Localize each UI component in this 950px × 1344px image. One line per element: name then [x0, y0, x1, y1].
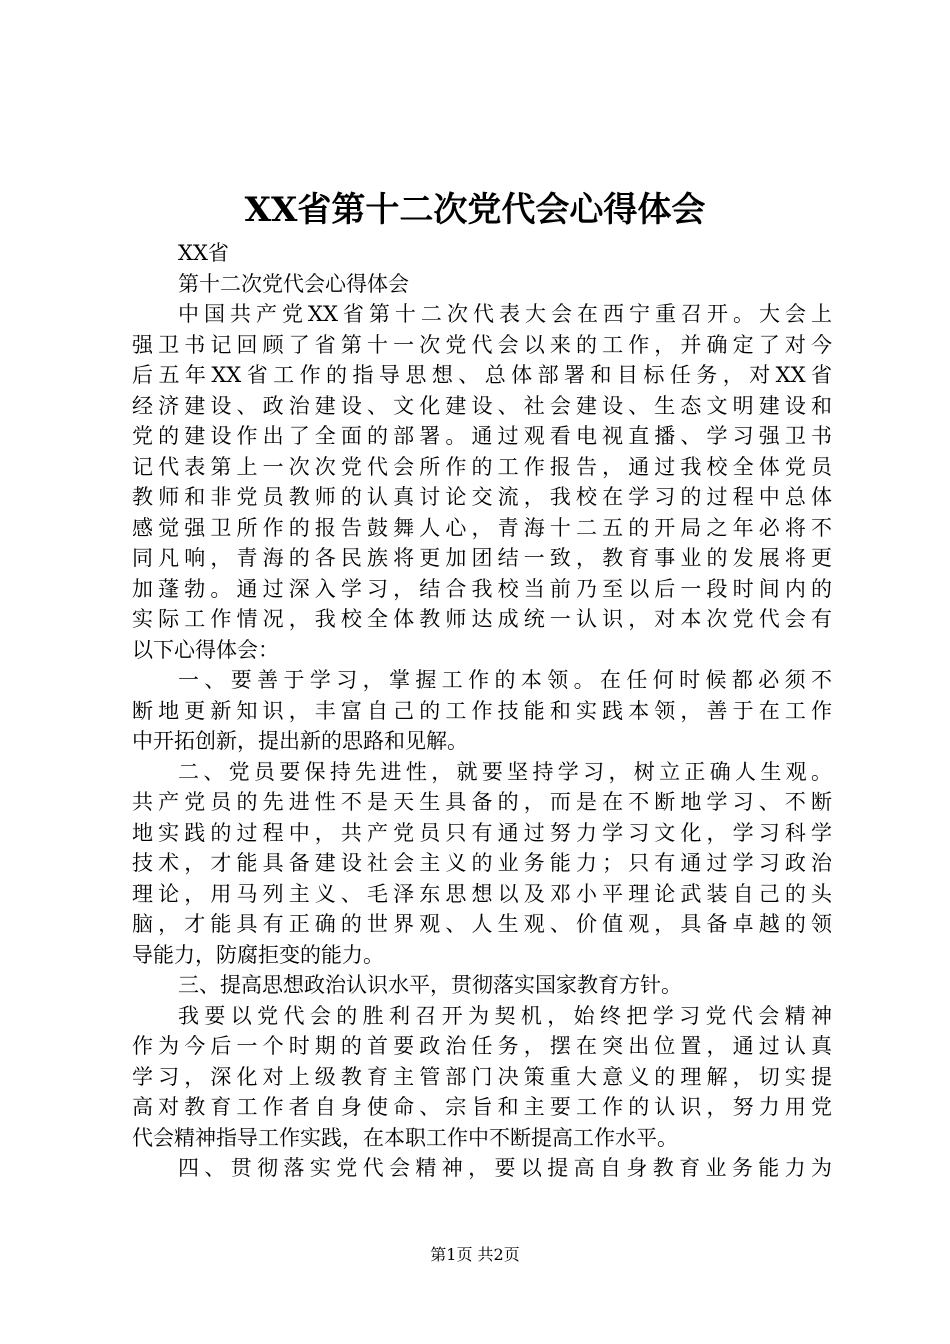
text-line: 导能力，防腐拒变的能力。: [132, 942, 384, 967]
text-line: 实际工作情况，我校全体教师达成统一认识，对本次党代会有: [132, 607, 832, 631]
text-line: 四、贯彻落实党代会精神，要以提高自身教育业务能力为: [178, 1156, 832, 1180]
text-line: 共产党员的先进性不是天生具备的，而是在不断地学习、不断: [132, 790, 832, 814]
text-line: 学习，深化对上级教育主管部门决策重大意义的理解，切实提: [132, 1064, 832, 1089]
text-line: XX省: [178, 241, 229, 265]
text-line: 断地更新知识，丰富自己的工作技能和实践本领，善于在工作: [132, 698, 832, 723]
text-line: 理论，用马列主义、毛泽东思想以及邓小平理论武装自己的头: [132, 881, 832, 906]
document-body: [132, 238, 832, 1184]
text-line: 同凡响，青海的各民族将更加团结一致，教育事业的发展将更: [132, 546, 832, 570]
text-line: 我要以党代会的胜利召开为契机，始终把学习党代会精神: [178, 1003, 832, 1028]
text-line: 以下心得体会：: [132, 637, 279, 662]
text-line: 经济建设、政治建设、文化建设、社会建设、生态文明建设和: [132, 393, 832, 418]
text-line: 后五年XX省工作的指导思想、总体部署和目标任务，对XX省: [132, 363, 832, 387]
text-line: 教师和非党员教师的认真讨论交流，我校在学习的过程中总体: [132, 485, 832, 509]
text-line: 一、要善于学习，掌握工作的本领。在任何时候都必须不: [178, 668, 832, 692]
text-line: 加蓬勃。通过深入学习，结合我校当前乃至以后一段时间内的: [132, 576, 832, 601]
page-footer: 第1页 共2页: [430, 1245, 520, 1264]
text-line: 中国共产党XX省第十二次代表大会在西宁重召开。大会上: [178, 302, 832, 326]
text-line: 地实践的过程中，共产党员只有通过努力学习文化，学习科学: [132, 820, 832, 845]
text-line: 技术，才能具备建设社会主义的业务能力；只有通过学习政治: [132, 851, 832, 875]
text-line: 三、提高思想政治认识水平，贯彻落实国家教育方针。: [178, 973, 682, 997]
text-line: 强卫书记回顾了省第十一次党代会以来的工作，并确定了对今: [132, 332, 832, 357]
text-line: 作为今后一个时期的首要政治任务，摆在突出位置，通过认真: [132, 1034, 832, 1058]
document-title: XX省第十二次党代会心得体会: [244, 190, 706, 230]
text-line: 代会精神指导工作实践，在本职工作中不断提高工作水平。: [132, 1125, 678, 1150]
text-line: 党的建设作出了全面的部署。通过观看电视直播、学习强卫书: [132, 424, 832, 448]
text-line: 脑，才能具有正确的世界观、人生观、价值观，具备卓越的领: [132, 912, 832, 936]
text-line: 高对教育工作者自身使命、宗旨和主要工作的认识，努力用党: [132, 1095, 832, 1119]
text-line: 中开拓创新，提出新的思路和见解。: [132, 729, 468, 753]
text-line: 第十二次党代会心得体会: [178, 271, 409, 296]
text-line: 二、党员要保持先进性，就要坚持学习，树立正确人生观。: [178, 759, 832, 784]
text-line: 记代表第上一次次党代会所作的工作报告，通过我校全体党员: [132, 454, 832, 479]
text-line: 感觉强卫所作的报告鼓舞人心，青海十二五的开局之年必将不: [132, 515, 832, 540]
